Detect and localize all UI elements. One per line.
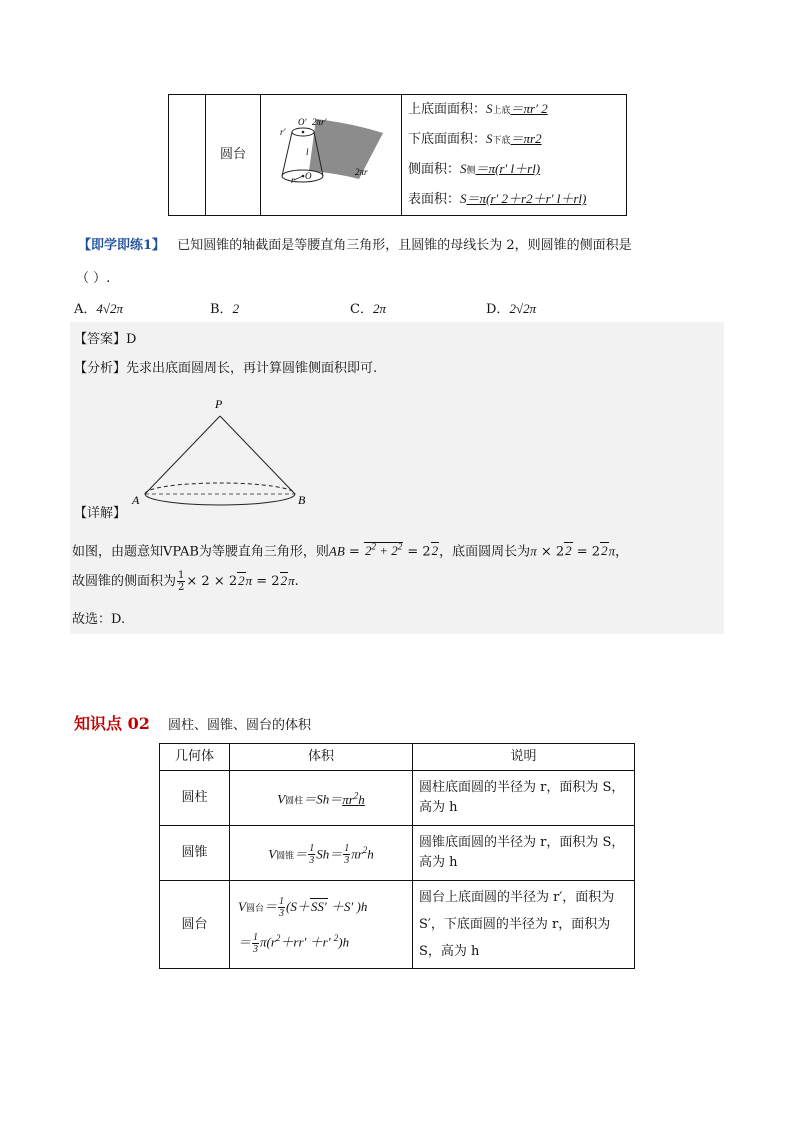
header-note: 说明 xyxy=(413,744,635,771)
cone-figure xyxy=(128,394,318,512)
answer-line: 【答案】D xyxy=(74,332,137,347)
label-r: r xyxy=(291,174,295,185)
label-arc-bottom: 2πr xyxy=(355,166,368,177)
empty-cell xyxy=(169,95,206,216)
detail-label: 【详解】 xyxy=(74,506,127,521)
row-note: 圆台上底面圆的半径为 r′，面积为 S′，下底面圆的半径为 r，面积为 S，高为 h xyxy=(413,881,635,969)
section-heading xyxy=(74,711,311,736)
cone-label-a: A xyxy=(132,493,140,507)
label-arc-top: 2πr′ xyxy=(312,116,327,127)
lateral-surface-unfolded xyxy=(309,116,383,179)
frustum-figure-cell xyxy=(261,95,402,216)
section-title: 知识点 02 xyxy=(74,714,150,733)
row-note: 圆柱底面圆的半径为 r，面积为 S， 高为 h xyxy=(413,771,635,826)
row-note: 圆锥底面圆的半径为 r，面积为 S， 高为 h xyxy=(413,826,635,881)
cone-label-b: B xyxy=(298,493,306,507)
label-l: l xyxy=(306,146,309,157)
label-r-top: r′ xyxy=(280,126,286,137)
header-solid: 几何体 xyxy=(160,744,230,771)
label-o-top: O′ xyxy=(298,116,307,127)
detail-line-2: 故圆锥的侧面积为 $\frac{1}{2}$ × 2 × 22π = 22π. xyxy=(72,570,299,593)
option-c: C．2π xyxy=(350,301,386,317)
label-o-bottom: O xyxy=(305,170,312,181)
detail-line-3: 故选：D. xyxy=(72,612,126,627)
formula-bottom-area: 下底面面积：S下底＝πr2 xyxy=(408,131,542,147)
formula-top-area: 上底面面积：S上底＝πr′ 2 xyxy=(408,101,548,117)
cone-label-p: P xyxy=(215,397,223,411)
exercise-question xyxy=(78,236,718,256)
frustum-unfold-figure xyxy=(261,99,401,208)
answer-value: D xyxy=(126,332,137,347)
exercise-tag: 【即学即练1】 xyxy=(78,238,166,253)
table-row-frustum xyxy=(160,881,635,969)
option-a: A．4√2π xyxy=(74,301,124,317)
section-subtitle: 圆柱、圆锥、圆台的体积 xyxy=(167,718,311,733)
formula-lateral-area: 侧面积：S侧＝π(r′ l＋rl) xyxy=(408,161,541,177)
header-volume: 体积 xyxy=(230,744,413,771)
frustum-volume-formula: V圆台＝ $\frac{1}{3}$ (S＋SS′ ＋S′ )h ＝ $\frac{1}{3}$ $\pi(r^2+rr' +r'$ $^2$)h xyxy=(230,881,413,969)
frustum-name: 圆台 xyxy=(219,147,246,162)
option-b: B．2 xyxy=(210,301,240,317)
volume-table xyxy=(159,743,635,969)
row-name: 圆柱 xyxy=(160,771,230,826)
analysis-line: 【分析】先求出底面圆周长，再计算圆锥侧面积即可. xyxy=(74,361,378,376)
table-row-cylinder xyxy=(160,771,635,826)
frustum-area-table xyxy=(168,94,627,216)
row-name: 圆台 xyxy=(160,881,230,969)
cone-volume-formula: V圆锥＝ $\frac{1}{3}$ Sh＝ $\frac{1}{3}$ $\pi r^2h$ xyxy=(230,826,413,881)
frustum-name-cell xyxy=(206,95,261,216)
frustum-formulas-cell xyxy=(402,95,627,216)
cylinder-volume-formula: V圆柱$=Sh=\pi r^2h$ xyxy=(230,771,413,826)
exercise-question-tail: （ ）. xyxy=(76,271,111,286)
formula-total-area: 表面积：S＝π(r′ 2＋r2＋r′ l＋rl) xyxy=(408,191,587,207)
table-row-cone xyxy=(160,826,635,881)
detail-line-1: 如图，由题意知VPAB为等腰直角三角形，则AB = $2^2 + 2^2 = 22$，底面圆周长为π × 22 = 22π， xyxy=(72,542,629,560)
row-name: 圆锥 xyxy=(160,826,230,881)
option-d: D．2√2π xyxy=(486,301,537,317)
exercise-question-text: 已知圆锥的轴截面是等腰直角三角形，且圆锥的母线长为 2，则圆锥的侧面积是 xyxy=(177,238,632,253)
